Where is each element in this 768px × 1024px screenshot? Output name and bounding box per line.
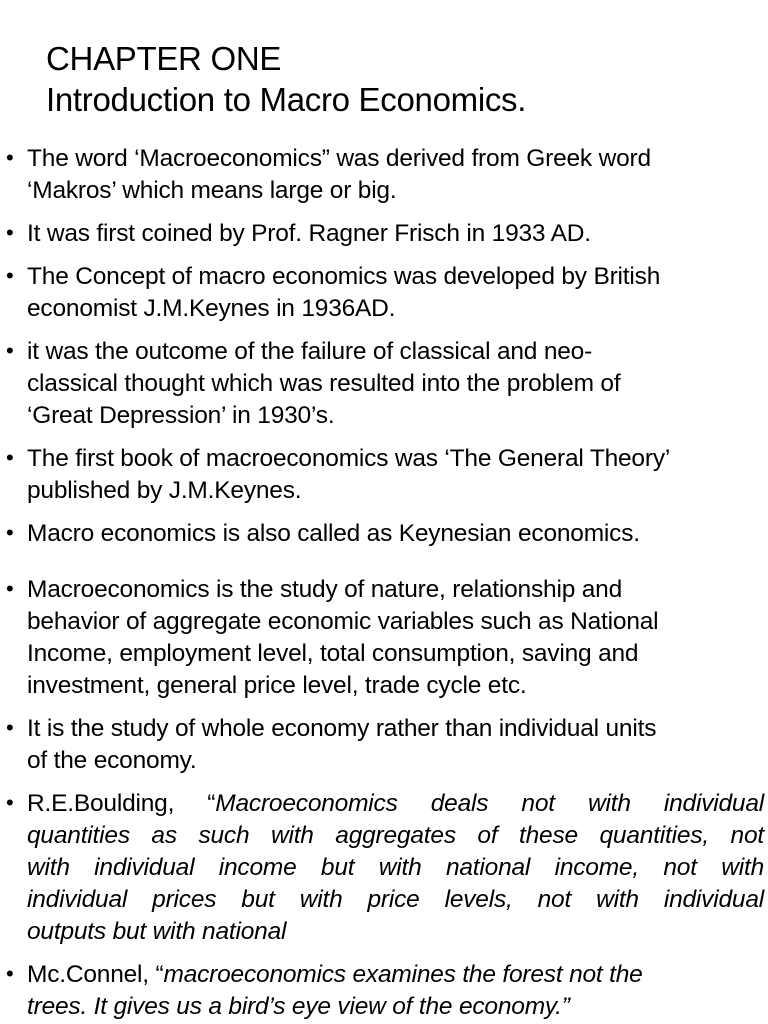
bullet-dot-icon: • xyxy=(6,961,14,986)
bullet-item-definition xyxy=(0,574,768,702)
quote-text: macroeconomics examines the forest not the xyxy=(163,961,643,988)
bullet-dot-icon: • xyxy=(6,445,14,470)
bullet-text-line: The Concept of macro economics was developed by British xyxy=(27,263,661,290)
bullet-item-great-depression xyxy=(0,336,768,432)
bullet-text-line: published by J.M.Keynes. xyxy=(27,477,302,504)
bullet-text-line: The word ‘Macroeconomics” was derived from Greek word xyxy=(27,145,651,172)
bullet-item-boulding-quote xyxy=(0,788,768,948)
chapter-subtitle: Introduction to Macro Economics. xyxy=(46,81,527,118)
quote-first-line xyxy=(27,788,764,820)
quote-author: Mc.Connel, “ xyxy=(27,961,164,988)
quote-text-line: with individual income but with national income, not with xyxy=(27,854,764,881)
bullet-dot-icon: • xyxy=(6,338,14,363)
quote-text-line: quantities as such with aggregates of these quantities, not xyxy=(27,822,764,849)
bullet-item-first-book xyxy=(0,443,768,507)
bullet-text-line: It is the study of whole economy rather than individual units xyxy=(27,715,657,742)
bullet-text-line: Macroeconomics is the study of nature, relationship and xyxy=(27,576,623,603)
bullet-text-line: of the economy. xyxy=(27,747,197,774)
slide-title xyxy=(46,38,746,120)
quote-first-line xyxy=(27,959,764,991)
quote-author: R.E.Boulding, “ xyxy=(27,790,216,817)
bullet-text-line: investment, general price level, trade cycle etc. xyxy=(27,672,527,699)
bullet-item-origin xyxy=(0,143,768,207)
bullet-item-coined xyxy=(0,218,768,250)
bullet-text-line: Macro economics is also called as Keynesian economics. xyxy=(27,520,640,547)
quote-text-line: individual prices but with price levels, not with individual xyxy=(27,886,764,913)
bullet-text-line: The first book of macroeconomics was ‘The General Theory’ xyxy=(27,445,671,472)
quote-text-line: outputs but with national xyxy=(27,918,287,945)
bullet-text-line: it was the outcome of the failure of classical and neo- xyxy=(27,338,593,365)
quote-text-line: trees. It gives us a bird’s eye view of the economy.” xyxy=(27,993,570,1020)
bullet-text-line: Income, employment level, total consumption, saving and xyxy=(27,640,639,667)
bullet-text-line: economist J.M.Keynes in 1936AD. xyxy=(27,295,396,322)
bullet-dot-icon: • xyxy=(6,790,14,815)
bullet-text-line: ‘Makros’ which means large or big. xyxy=(27,177,397,204)
bullet-dot-icon: • xyxy=(6,715,14,740)
bullet-item-whole-economy xyxy=(0,713,768,777)
bullet-dot-icon: • xyxy=(6,220,14,245)
bullet-item-keynesian xyxy=(0,518,768,550)
bullet-dot-icon: • xyxy=(6,263,14,288)
bullet-dot-icon: • xyxy=(6,576,14,601)
bullet-item-mcconnel-quote xyxy=(0,959,768,1023)
chapter-heading: CHAPTER ONE xyxy=(46,40,282,77)
quote-text: Macroeconomics deals not with individual xyxy=(215,790,765,817)
bullet-text-line: It was first coined by Prof. Ragner Frisch in 1933 AD. xyxy=(27,220,591,247)
bullet-dot-icon: • xyxy=(6,520,14,545)
bullet-text-line: classical thought which was resulted into the problem of xyxy=(27,370,621,397)
bullet-dot-icon: • xyxy=(6,145,14,170)
bullet-text-line: ‘Great Depression’ in 1930’s. xyxy=(27,402,335,429)
bullet-text-line: behavior of aggregate economic variables such as National xyxy=(27,608,659,635)
bullet-list xyxy=(0,143,768,1024)
bullet-item-keynes-concept xyxy=(0,261,768,325)
